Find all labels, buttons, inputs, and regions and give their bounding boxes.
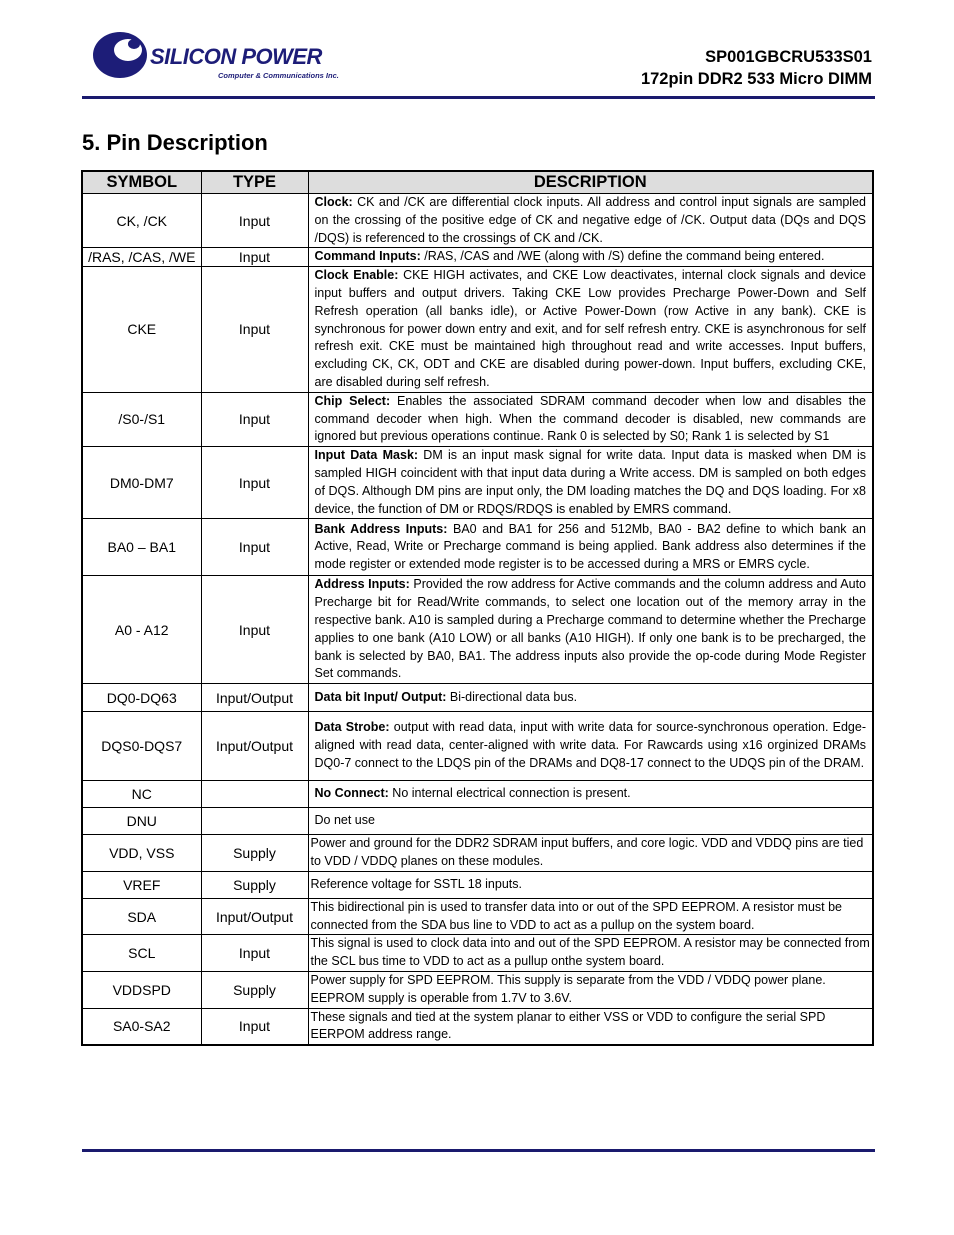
description-text: This bidirectional pin is used to transfer data into or out of the SPD EEPROM. A resistor must be connected from the SDA bus line to VDD to act as a pullup on the system board. xyxy=(310,899,843,932)
table-row xyxy=(82,871,873,898)
description-lead: Data bit Input/ Output: xyxy=(314,689,447,704)
table-row xyxy=(82,898,873,935)
pin-symbol: /RAS, /CAS, /WE xyxy=(82,248,201,267)
table-row xyxy=(82,935,873,972)
description-text: Provided the row address for Active commands and the column address and Auto Precharge bit for Read/Write commands, to select one location out of the memory array in the respective bank. A10 is sampled during a Precharge command to determine whether the Precharge applies to one bank (A10 LOW) or all banks (A10 HIGH). If only one bank is to be precharged, the bank is selected by BA0, BA1. The address inputs also provide the op-code during Mode Register Set commands. xyxy=(314,577,867,681)
pin-type: Input/Output xyxy=(201,712,308,781)
type-column-header: TYPE xyxy=(201,171,308,194)
brand-name: SILICON POWER xyxy=(150,44,322,69)
table-row xyxy=(82,447,873,519)
pin-symbol: SDA xyxy=(82,898,201,935)
description-lead: Bank Address Inputs: xyxy=(314,521,448,536)
description-lead: Command Inputs: xyxy=(314,249,421,264)
table-row xyxy=(82,781,873,808)
description-text: Reference voltage for SSTL 18 inputs. xyxy=(310,876,522,891)
pin-type: Input xyxy=(201,576,308,684)
pin-description xyxy=(308,835,873,872)
table-row xyxy=(82,684,873,712)
pin-symbol: CK, /CK xyxy=(82,194,201,248)
description-text: This signal is used to clock data into and out of the SPD EEPROM. A resistor may be connected from the SCL bus time to VDD to act as a pullup onthe system board. xyxy=(310,936,870,969)
pin-type xyxy=(201,781,308,808)
description-text: Bi-directional data bus. xyxy=(446,689,578,704)
pin-description xyxy=(308,1008,873,1045)
table-row xyxy=(82,971,873,1008)
pin-type: Input/Output xyxy=(201,684,308,712)
description-lead: Clock Enable: xyxy=(314,268,399,283)
header-rule xyxy=(82,96,875,99)
pin-symbol: DQS0-DQS7 xyxy=(82,712,201,781)
pin-symbol: DM0-DM7 xyxy=(82,447,201,519)
pin-type: Input xyxy=(201,447,308,519)
pin-description xyxy=(308,712,873,781)
pin-description xyxy=(308,971,873,1008)
table-row xyxy=(82,194,873,248)
description-text: Do net use xyxy=(314,813,375,828)
pin-type: Input xyxy=(201,267,308,393)
description-text: These signals and tied at the system planar to either VSS or VDD to configure the serial SPD EERPOM address range. xyxy=(310,1009,826,1042)
pin-type: Input/Output xyxy=(201,898,308,935)
pin-symbol: BA0 – BA1 xyxy=(82,519,201,576)
symbol-column-header: SYMBOL xyxy=(82,171,201,194)
description-text: No internal electrical connection is present. xyxy=(388,786,631,801)
pin-type: Input xyxy=(201,248,308,267)
description-text: BA0 and BA1 for 256 and 512Mb, BA0 - BA2 define to which bank an Active, Read, Write or Precharge command is being applied. Bank address also determines if the mode register or extended mode register is to be accessed during a MRS or EMRS cycle. xyxy=(314,521,867,572)
description-lead: Input Data Mask: xyxy=(314,448,419,463)
table-row xyxy=(82,267,873,393)
pin-type xyxy=(201,808,308,835)
table-row xyxy=(82,1008,873,1045)
pin-symbol: VREF xyxy=(82,871,201,898)
document-header xyxy=(641,46,872,90)
pin-description xyxy=(308,781,873,808)
brand-subtitle: Computer & Communications Inc. xyxy=(218,71,339,80)
pin-symbol: DNU xyxy=(82,808,201,835)
pin-description xyxy=(308,935,873,972)
pin-symbol: SA0-SA2 xyxy=(82,1008,201,1045)
pin-type: Input xyxy=(201,1008,308,1045)
description-text: CKE HIGH activates, and CKE Low deactivates, internal clock signals and device input buffers and output drivers. Taking CKE Low provides Precharge Power-Down and Self Refresh operation (all banks idle), or Active Power-Down (row Active in any bank). CKE is synchronous for power down entry and exit, and for self refresh entry. CKE is asynchronous for self refresh exit. CKE must be maintained high throughout read and write accesses. Input buffers, excluding CK, CK, ODT and CKE are disabled during power-down. Input buffers, excluding CKE, are disabled during self refresh. xyxy=(314,268,866,389)
description-text: Power and ground for the DDR2 SDRAM input buffers, and core logic. VDD and VDDQ pins are tied to VDD / VDDQ planes on these modules. xyxy=(310,836,864,868)
table-row xyxy=(82,808,873,835)
pin-description xyxy=(308,808,873,835)
product-name: 172pin DDR2 533 Micro DIMM xyxy=(640,70,872,88)
pin-type: Input xyxy=(201,935,308,972)
pin-symbol: CKE xyxy=(82,267,201,393)
pin-description xyxy=(308,447,873,519)
pin-description xyxy=(308,684,873,712)
pin-symbol: /S0-/S1 xyxy=(82,392,201,446)
description-text: /RAS, /CAS and /WE (along with /S) define the command being entered. xyxy=(420,249,825,264)
description-text: Power supply for SPD EEPROM. This supply is separate from the VDD / VDDQ power plane. EEPROM supply is operable from 1.7V to 3.6V. xyxy=(310,972,826,1005)
pin-type: Supply xyxy=(201,871,308,898)
pin-type: Input xyxy=(201,194,308,248)
pin-symbol: VDD, VSS xyxy=(82,835,201,872)
description-text: DM is an input mask signal for write data. Input data is masked when DM is sampled HIGH coincident with that input data during a Write access. DM is sampled on both edges of DQS. Although DM pins are input only, the DM loading matches the DQ and DQS loading. For x8 device, the function of DM or RDQS/RDQS is enabled by EMRS command. xyxy=(314,448,867,516)
pin-symbol: NC xyxy=(82,781,201,808)
pin-description xyxy=(308,576,873,684)
table-row xyxy=(82,712,873,781)
pin-type: Supply xyxy=(201,971,308,1008)
table-row xyxy=(82,519,873,576)
pin-type: Input xyxy=(201,392,308,446)
table-row xyxy=(82,576,873,684)
description-column-header: DESCRIPTION xyxy=(308,171,873,194)
description-text: output with read data, input with write data for source-synchronous operation. Edge-aligned with read data, center-aligned with write data. For Rawcards using x16 orginized DRAMs DQ0-7 connect to the LDQS pin of the DRAMs and DQ8-17 connect to the UDQS pin of the DRAM. xyxy=(314,720,866,771)
pin-type: Input xyxy=(201,519,308,576)
footer-rule xyxy=(82,1149,875,1152)
pin-symbol: DQ0-DQ63 xyxy=(82,684,201,712)
pin-symbol: A0 - A12 xyxy=(82,576,201,684)
pin-type: Supply xyxy=(201,835,308,872)
table-header-row xyxy=(82,171,873,194)
pin-description xyxy=(308,194,873,248)
description-lead: No Connect: xyxy=(314,786,389,801)
pin-symbol: SCL xyxy=(82,935,201,972)
description-lead: Address Inputs: xyxy=(314,577,410,592)
table-row xyxy=(82,835,873,872)
pin-symbol: VDDSPD xyxy=(82,971,201,1008)
section-title: 5. Pin Description xyxy=(82,130,268,155)
description-lead: Clock: xyxy=(314,195,353,209)
pin-description xyxy=(308,898,873,935)
pin-description xyxy=(308,248,873,267)
pin-description xyxy=(308,871,873,898)
pin-description xyxy=(308,519,873,576)
pin-description xyxy=(308,267,873,393)
description-text: CK and /CK are differential clock inputs. All address and control input signals are sampled on the crossing of the positive edge of CK and negative edge of /CK. Output data (DQs and DQS /DQS) is referenced to the crossings of CK and /CK. xyxy=(314,195,866,245)
table-row xyxy=(82,248,873,267)
company-logo xyxy=(90,28,370,84)
table-row xyxy=(82,392,873,446)
pin-description xyxy=(308,392,873,446)
description-lead: Chip Select: xyxy=(314,393,391,408)
description-lead: Data Strobe: xyxy=(314,720,390,735)
description-text: Enables the associated SDRAM command decoder when low and disables the command decoder when high. When the command decoder is disabled, new commands are ignored but previous operations continue. Rank 0 is selected by S0; Rank 1 is selected by S1 xyxy=(314,393,866,444)
pin-description-table xyxy=(81,170,874,1046)
part-number: SP001GBCRU533S01 xyxy=(705,48,872,66)
